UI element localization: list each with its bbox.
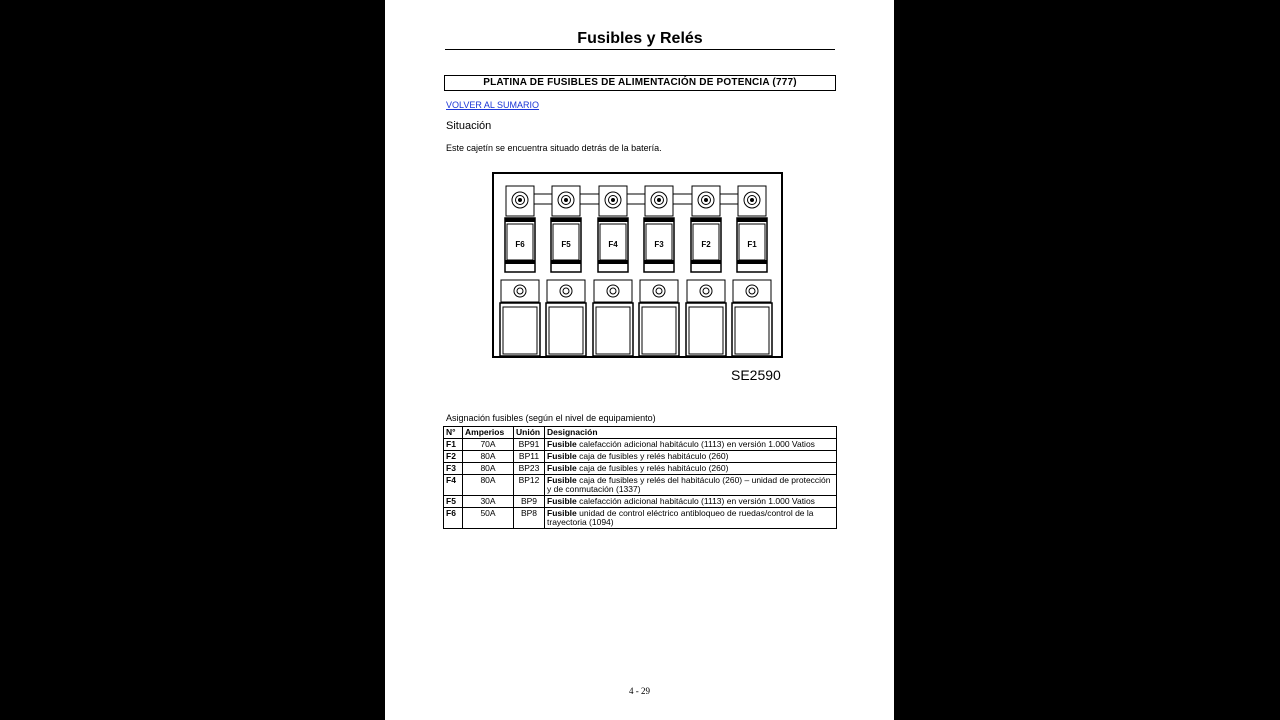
cavity-inner: [549, 307, 583, 354]
table-caption: Asignación fusibles (según el nivel de equipamiento): [446, 413, 656, 423]
table-row: [444, 496, 837, 508]
table-row: [444, 475, 837, 496]
designation-bold-label: Fusible: [547, 463, 577, 473]
designation-bold-label: Fusible: [547, 496, 577, 506]
connector-bolt: [656, 288, 662, 294]
fuse-cap: [598, 260, 628, 264]
designation-bold-label: Fusible: [547, 475, 577, 485]
amperes-cell: 80A: [463, 451, 514, 463]
fuse-label: F1: [747, 240, 757, 249]
fuse-assignment-table: [443, 426, 837, 529]
fuse-label: F3: [654, 240, 664, 249]
fuse-label: F4: [608, 240, 618, 249]
cavity-inner: [735, 307, 769, 354]
fuse-box-diagram: [492, 172, 784, 360]
terminal-bolt: [518, 198, 522, 202]
designation-cell: [545, 439, 837, 451]
header-amperes: Amperios: [463, 427, 514, 439]
connector-bolt: [749, 288, 755, 294]
table-row: [444, 451, 837, 463]
section-title: PLATINA DE FUSIBLES DE ALIMENTACIÓN DE POTENCIA (777): [444, 75, 836, 91]
amperes-cell: 70A: [463, 439, 514, 451]
cavity-inner: [689, 307, 723, 354]
fuse-number-cell: F6: [444, 508, 463, 529]
designation-cell: [545, 496, 837, 508]
connector-bolt: [703, 288, 709, 294]
terminal-bolt: [657, 198, 661, 202]
designation-text: unidad de control eléctrico antibloqueo de ruedas/control de la trayectoria (1094): [547, 508, 816, 527]
cavity-inner: [596, 307, 630, 354]
union-cell: BP8: [514, 508, 545, 529]
fuse-cap: [505, 260, 535, 264]
busbar: [512, 194, 762, 204]
document-page: [385, 0, 894, 720]
union-cell: BP11: [514, 451, 545, 463]
designation-text: calefacción adicional habitáculo (1113) en versión 1.000 Vatios: [576, 496, 815, 506]
designation-cell: [545, 475, 837, 496]
terminal-bolt: [704, 198, 708, 202]
fuse-number-cell: F5: [444, 496, 463, 508]
fuse-cap: [644, 260, 674, 264]
union-cell: BP9: [514, 496, 545, 508]
table-row: [444, 463, 837, 475]
fuse-cap: [691, 218, 721, 222]
connector-bolt: [610, 288, 616, 294]
connector-bolt: [517, 288, 523, 294]
fuse-cap: [551, 218, 581, 222]
fuse-number-cell: F2: [444, 451, 463, 463]
fuse-number-cell: F3: [444, 463, 463, 475]
fuse-cap: [644, 218, 674, 222]
location-text: Este cajetín se encuentra situado detrás de la batería.: [446, 143, 662, 153]
fuse-label: F2: [701, 240, 711, 249]
designation-bold-label: Fusible: [547, 508, 577, 518]
title-divider: [445, 49, 835, 50]
cavity-inner: [642, 307, 676, 354]
terminal-bolt: [611, 198, 615, 202]
designation-text: caja de fusibles y relés del habitáculo (260) – unidad de protección y de conmutación (1337): [547, 475, 833, 494]
union-cell: BP91: [514, 439, 545, 451]
table-header-row: [444, 427, 837, 439]
fuse-label: F6: [515, 240, 525, 249]
amperes-cell: 80A: [463, 463, 514, 475]
amperes-cell: 80A: [463, 475, 514, 496]
table-row: [444, 439, 837, 451]
fuse-cap: [737, 218, 767, 222]
page-number: 4 - 29: [629, 686, 650, 696]
designation-text: caja de fusibles y relés habitáculo (260): [576, 451, 729, 461]
union-cell: BP23: [514, 463, 545, 475]
page-title: Fusibles y Relés: [577, 30, 703, 47]
connector-bolt: [563, 288, 569, 294]
designation-cell: [545, 451, 837, 463]
union-cell: BP12: [514, 475, 545, 496]
diagram-code: SE2590: [731, 367, 781, 383]
table-row: [444, 508, 837, 529]
fuse-cap: [505, 218, 535, 222]
header-designation: Designación: [545, 427, 837, 439]
terminal-bolt: [750, 198, 754, 202]
designation-cell: [545, 508, 837, 529]
header-number: N°: [444, 427, 463, 439]
fuse-cap: [691, 260, 721, 264]
designation-bold-label: Fusible: [547, 439, 577, 449]
cavity-inner: [503, 307, 537, 354]
fuse-number-cell: F4: [444, 475, 463, 496]
location-heading: Situación: [446, 120, 492, 132]
amperes-cell: 30A: [463, 496, 514, 508]
fuse-cap: [737, 260, 767, 264]
terminal-bolt: [564, 198, 568, 202]
fuse-label: F5: [561, 240, 571, 249]
fuse-cap: [598, 218, 628, 222]
designation-text: caja de fusibles y relés habitáculo (260): [576, 463, 729, 473]
designation-bold-label: Fusible: [547, 451, 577, 461]
back-to-summary-link[interactable]: VOLVER AL SUMARIO: [446, 100, 540, 110]
designation-cell: [545, 463, 837, 475]
fuse-number-cell: F1: [444, 439, 463, 451]
designation-text: calefacción adicional habitáculo (1113) en versión 1.000 Vatios: [576, 439, 815, 449]
amperes-cell: 50A: [463, 508, 514, 529]
header-union: Unión: [514, 427, 545, 439]
fuse-cap: [551, 260, 581, 264]
